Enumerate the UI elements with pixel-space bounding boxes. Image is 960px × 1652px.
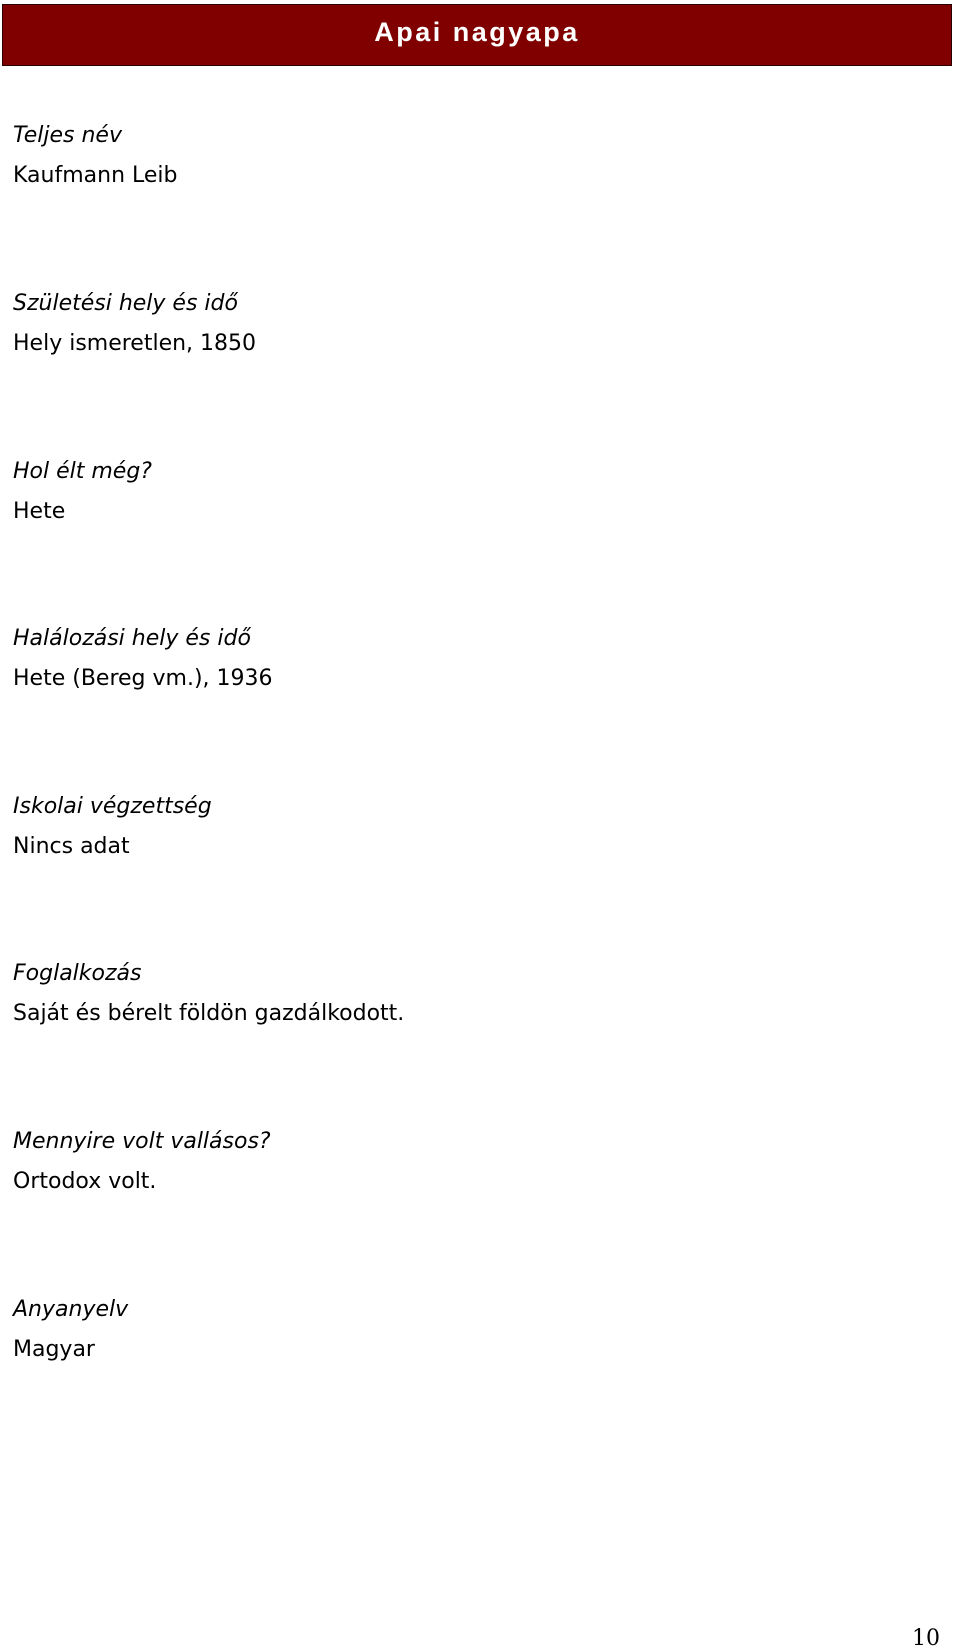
field-death-place-date <box>13 619 913 699</box>
field-full-name <box>13 116 913 196</box>
field-education <box>13 787 913 867</box>
field-value: Magyar <box>13 1337 95 1362</box>
field-label: Hol élt még? <box>13 459 152 484</box>
field-label: Teljes név <box>13 123 122 148</box>
section-header <box>2 4 952 66</box>
field-mother-tongue <box>13 1290 913 1370</box>
field-label: Születési hely és idő <box>13 291 238 316</box>
field-birth-place-date <box>13 284 913 364</box>
field-label: Foglalkozás <box>13 961 142 986</box>
section-title: Apai nagyapa <box>374 16 580 47</box>
field-value: Hely ismeretlen, 1850 <box>13 331 257 356</box>
field-label: Halálozási hely és idő <box>13 626 251 651</box>
field-value: Kaufmann Leib <box>13 163 178 188</box>
field-value: Ortodox volt. <box>13 1169 157 1194</box>
field-value: Saját és bérelt földön gazdálkodott. <box>13 1001 405 1026</box>
field-religiosity <box>13 1122 913 1202</box>
field-label: Mennyire volt vallásos? <box>13 1129 271 1154</box>
page-number: 10 <box>912 1626 940 1651</box>
field-value: Hete (Bereg vm.), 1936 <box>13 666 273 691</box>
field-occupation <box>13 954 913 1034</box>
field-other-residence <box>13 452 913 532</box>
field-value: Nincs adat <box>13 834 130 859</box>
field-label: Iskolai végzettség <box>13 794 212 819</box>
field-label: Anyanyelv <box>13 1297 129 1322</box>
field-value: Hete <box>13 499 66 524</box>
